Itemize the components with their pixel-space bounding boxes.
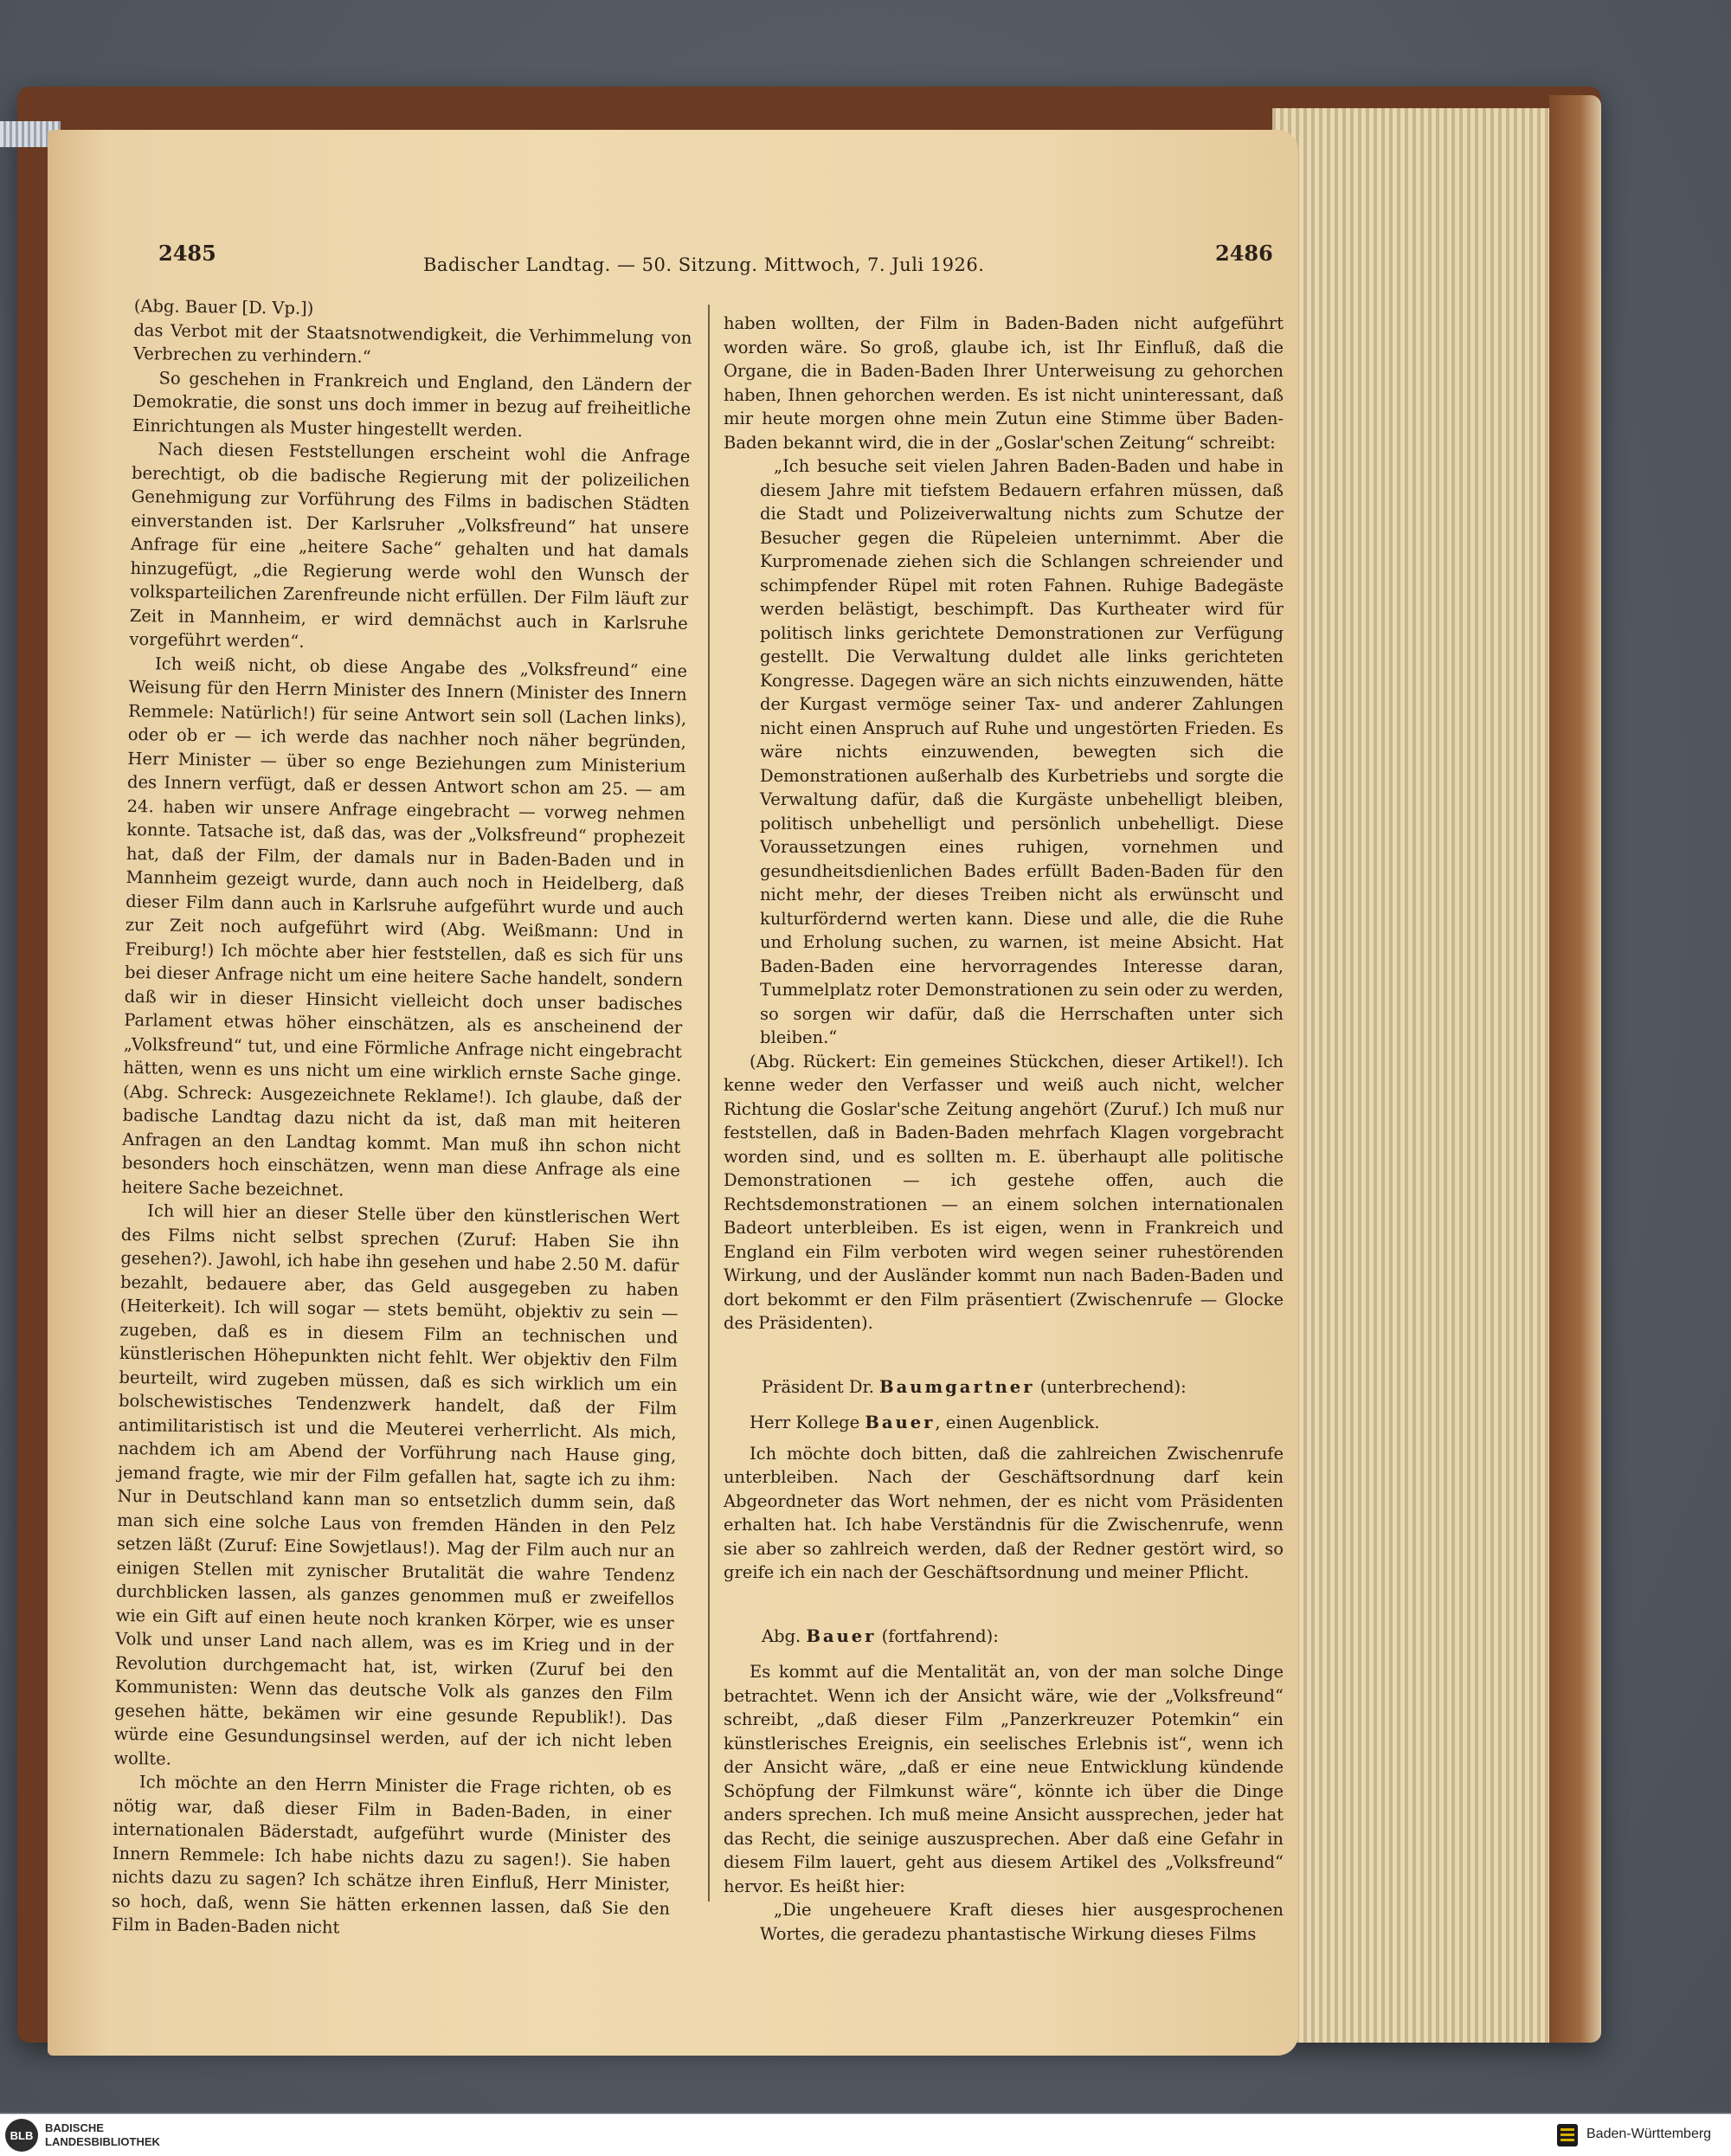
- block-quote: „Ich besuche seit vielen Jahren Baden-Baden und habe in diesem Jahre mit tiefstem Bedauern erfahren müssen, daß die Stadt und Polizeiverwaltung nichts zum Schutze der Besucher gegen die Rüpeleien unternimmt. Aber die Kurpromenade ziehen sich die Schlangen schreiender und schimpfender Rüpel mit roten Fahnen. Ruhige Badegäste werden belästigt, beschimpft. Das Kurtheater wird für politisch links gerichtete Demonstrationen zur Verfügung gestellt. Die Verwaltung duldet alle links gerichteten Kongresse. Dagegen wäre an sich nichts einzuwenden, hätte der Kurgast vermöge seiner Tax- und anderer Zahlungen nicht einen Anspruch auf Ruhe und ungestörten Frieden. Es wäre nichts einzuwenden, bewegten sich die Demonstrationen außerhalb des Kurbetriebs und sorgte die Verwaltung dafür, daß die Kurgäste unbehelligt bleiben, politisch unbehelligt und persönlich unbehelligt. Diese Voraussetzungen eines ruhigen, vornehmen und gesundheitsdienlichen Bades erfüllt Baden-Baden für den nicht mehr, der dieses Treiben nicht als erwünscht und kulturfördernd werten kann. Diese und alle, die die Ruhe und Erholung suchen, zu warnen, ist meine Absicht. Hat Baden-Baden eine hervorragendes Interesse daran, Tummelplatz roter Demonstrationen zu sein oder zu werden, so sorgen wir dafür, daß die Herrschaften unter sich bleiben.“: [760, 456, 1284, 1047]
- speaker-heading-president: [724, 1375, 1284, 1400]
- paragraph: So geschehen in Frankreich und England, den Ländern der Demokratie, die sonst uns doch immer in bezug auf freiheitliche Einrichtungen als Muster hingestellt werden.: [132, 367, 692, 441]
- speaker-suffix: (unterbrechend):: [1039, 1376, 1187, 1397]
- block-quote: „Die ungeheuere Kraft dieses hier ausgesprochenen Wortes, die geradezu phantastische Wirkung dieses Films: [760, 1900, 1284, 1944]
- speaker-prefix: Präsident Dr.: [762, 1376, 874, 1397]
- page-number-left: 2485: [158, 241, 216, 266]
- paragraph: (Abg. Rückert: Ein gemeines Stückchen, dieser Artikel!). Ich kenne weder den Verfasser und weiß auch nicht, welcher Richtung die Goslar'sche Zeitung angehört (Zuruf.) Ich muß nur feststellen, daß in Baden-Baden mehrfach Klagen vorgebracht worden sind, und es sollten m. E. überhaupt alle politische Demonstrationen — ich gestehe offen, auch die Rechtsdemonstrationen — an einem solchen internationalen Badeort unterbleiben. Es ist eigen, wenn in Frankreich und England ein Film verboten wird wegen seiner ruhestörenden Wirkung, und der Ausländer kommt nun nach Baden-Baden und dort bekommt er den Film präsentiert (Zwischenrufe — Glocke des Präsidenten).: [724, 1051, 1284, 1333]
- paragraph: Ich will hier an dieser Stelle über den künstlerischen Wert des Films nicht selbst sprechen (Zuruf: Haben Sie ihn gesehen?). Jawohl, ich habe ihn gesehen und habe 2.50 M. dafür bezahlt, bedauere aber, das Geld ausgegeben zu haben (Heiterkeit). Ich will sogar — stets bemüht, objektiv zu sein — zugeben, daß es in diesem Film an technischen und künstlerischen Höhepunkten nicht fehlt. Wer objektiv den Film beurteilt, wird zugeben müssen, daß es sich wirklich um ein bolschewistisches Tendenzwerk handelt, daß der Film antimilitaristisch ist und die Meuterei verherrlicht. Als mich, nachdem ich am Abend der Vorführung nach Hause ging, jemand fragte, wie mir der Film gefallen hat, sagte ich zu ihm: Nur in Deutschland kann man so entsetzlich dumm sein, daß man sich eine solche Laus von fremden Händen in den Pelz setzen läßt (Zuruf: Eine Sowjetlaus!). Mag der Film auch nur an einigen Stellen mit zynischer Brutalität die wahre Tendenz durchblicken lassen, als ganzes genommen muß er zweifellos wie ein Gift auf einen heute noch kranken Körper, wie es unser Volk und unser Land nach allem, was es im Krieg und in der Revolution durchgemacht hat, ist, wirken (Zuruf bei den Kommunisten: Wenn das deutsche Volk als ganzes den Film gesehen hätte, bekämen wir eine gesunde Republik!). Das würde eine Gesundungsinsel werden, auf der ich nicht leben wollte.: [113, 1200, 680, 1769]
- page-edges: [1272, 108, 1575, 2043]
- speaker-suffix: (fortfahrend):: [881, 1625, 999, 1646]
- right-column: [724, 312, 1284, 1946]
- library-name-line2: LANDESBIBLIOTHEK: [45, 2135, 160, 2148]
- speaker-note: (Abg. Bauer [D. Vp.]): [133, 295, 314, 319]
- speaker-heading-bauer: [724, 1625, 1284, 1649]
- library-name-line1: BADISCHE: [45, 2121, 104, 2134]
- book-cover-edge: [1549, 95, 1601, 2043]
- paragraph: Ich möchte an den Herrn Minister die Frage richten, ob es nötig war, daß dieser Film in Baden-Baden, in einer internationalen Bäderstadt, aufgeführt wurde (Minister des Innern Remmele: Ich habe nichts dazu zu sagen!). Sie haben nichts dazu zu sagen? Ich schätze ihren Einfluß, Herr Minister, so hoch, daß, wenn Sie hätten erkennen lassen, daß Sie den Film in Baden-Baden nicht: [111, 1772, 672, 1938]
- state-name: Baden-Württemberg: [1586, 2127, 1712, 2141]
- viewer-footer: [0, 2114, 1731, 2156]
- address-prefix: Herr Kollege: [750, 1413, 860, 1432]
- left-column: [112, 294, 692, 1944]
- blb-logo[interactable]: BLB: [5, 2119, 38, 2152]
- address-name: Bauer: [865, 1413, 936, 1432]
- library-name: [45, 2121, 160, 2149]
- paragraph: Ich weiß nicht, ob diese Angabe des „Volksfreund“ eine Weisung für den Herrn Minister des Innern (Minister des Innern Remmele: Natürlich!) für seine Antwort sein soll (Lachen links), oder ob er — ich werde das nachher noch näher begründen, Herr Minister — über so enge Beziehungen zum Ministerium des Innern verfügt, daß er dessen Antwort schon am 25. — am 24. haben wir unsere Anfrage eingebracht — vorweg nehmen konnte. Tatsache ist, daß das, was der „Volksfreund“ prophezeit hat, daß der Film, der damals nur in Baden-Baden und in Mannheim gezeigt wurde, dann auch noch in Heidelberg, daß dieser Film dann auch in Karlsruhe aufgeführt wurde und auch zur Zeit noch aufgeführt wird (Abg. Weißmann: Und in Freiburg!) Ich möchte aber hier feststellen, daß es sich für uns bei dieser Anfrage nicht um eine heitere Sache handelt, sondern daß wir in dieser Hinsicht vielleicht doch unser badisches Parlament etwas höher einschätzen, als es anscheinend der „Volksfreund“ tut, und eine Förmliche Anfrage nicht eingebracht hätten, wenn es uns nicht um eine wirklich ernste Sache ginge. (Abg. Schreck: Ausgezeichnete Reklame!). Ich glaube, daß der badische Landtag dazu nicht da ist, daß man mit heiteren Anfragen an den Landtag kommt. Man muß ihn schon nicht besonders hoch einschätzen, wenn man diese Anfrage als eine heitere Sache bezeichnet.: [121, 653, 688, 1200]
- speaker-name: Baumgartner: [879, 1376, 1035, 1397]
- paragraph: haben wollten, der Film in Baden-Baden nicht aufgeführt worden wäre. So groß, glaube ich, ist Ihr Einfluß, daß die Organe, die in Baden-Baden Ihrer Unterweisung zu gehorchen haben, Ihnen gehorchen werden. Es ist nicht uninteressant, daß mir heute morgen ohne mein Zutun eine Stimme über Baden-Baden bekannt wird, die in der „Goslar'schen Zeitung“ schreibt:: [724, 313, 1284, 453]
- speaker-prefix: Abg.: [762, 1625, 801, 1646]
- paragraph: Es kommt auf die Mentalität an, von der man solche Dinge betrachtet. Wenn ich der Ansicht wäre, wie der „Volksfreund“ schreibt, „daß dieser Film „Panzerkreuzer Potemkin“ ein künstlerisches Ereignis, ein seelisches Erlebnis ist“, wenn ich der Ansicht wäre, „daß er eine neue Entwicklung kündende Schöpfung der Filmkunst wäre“, könnte ich über die Dinge anders sprechen. Ich muß meine Ansicht aussprechen, jeder hat das Recht, die seinige auszusprechen. Aber daß eine Gefahr in diesem Film lauert, geht aus diesem Artikel des „Volksfreund“ hervor. Es heißt hier:: [724, 1662, 1284, 1896]
- paragraph: Ich möchte doch bitten, daß die zahlreichen Zwischenrufe unterbleiben. Nach der Geschäftsordnung darf kein Abgeordneter das Wort nehmen, der es nicht vom Präsidenten erhalten hat. Ich habe Verständnis für die Zwischenrufe, wenn sie aber so zahlreich werden, daß der Redner gestört wird, so greife ich ein nach der Geschäftsordnung und meiner Pflicht.: [724, 1443, 1284, 1582]
- state-crest-icon: [1554, 2121, 1581, 2149]
- paragraph: Nach diesen Feststellungen erscheint wohl die Anfrage berechtigt, ob die badische Regierung mit der polizeilichen Genehmigung zur Vorführung des Films in badischen Städten einverstanden ist. Der Karlsruher „Volksfreund“ hat unsere Anfrage für eine „heitere Sache“ gehalten und hat damals hinzugefügt, „die Regierung werde wohl den Wunsch der volksparteilichen Zarenfreunde nicht erfüllen. Der Film läuft zur Zeit in Mannheim, er wird demnächst auch in Karlsruhe vorgeführt werden“.: [129, 439, 691, 652]
- column-divider: [708, 305, 710, 1902]
- paragraph: [724, 1411, 1284, 1435]
- paragraph: das Verbot mit der Staatsnotwendigkeit, die Verhimmelung von Verbrechen zu verhindern.“: [132, 319, 692, 367]
- address-suffix: , einen Augenblick.: [935, 1413, 1100, 1432]
- running-head: Badischer Landtag. — 50. Sitzung. Mittwoch, 7. Juli 1926.: [423, 254, 985, 275]
- speaker-name: Bauer: [806, 1625, 877, 1646]
- page-number-right: 2486: [1215, 241, 1273, 266]
